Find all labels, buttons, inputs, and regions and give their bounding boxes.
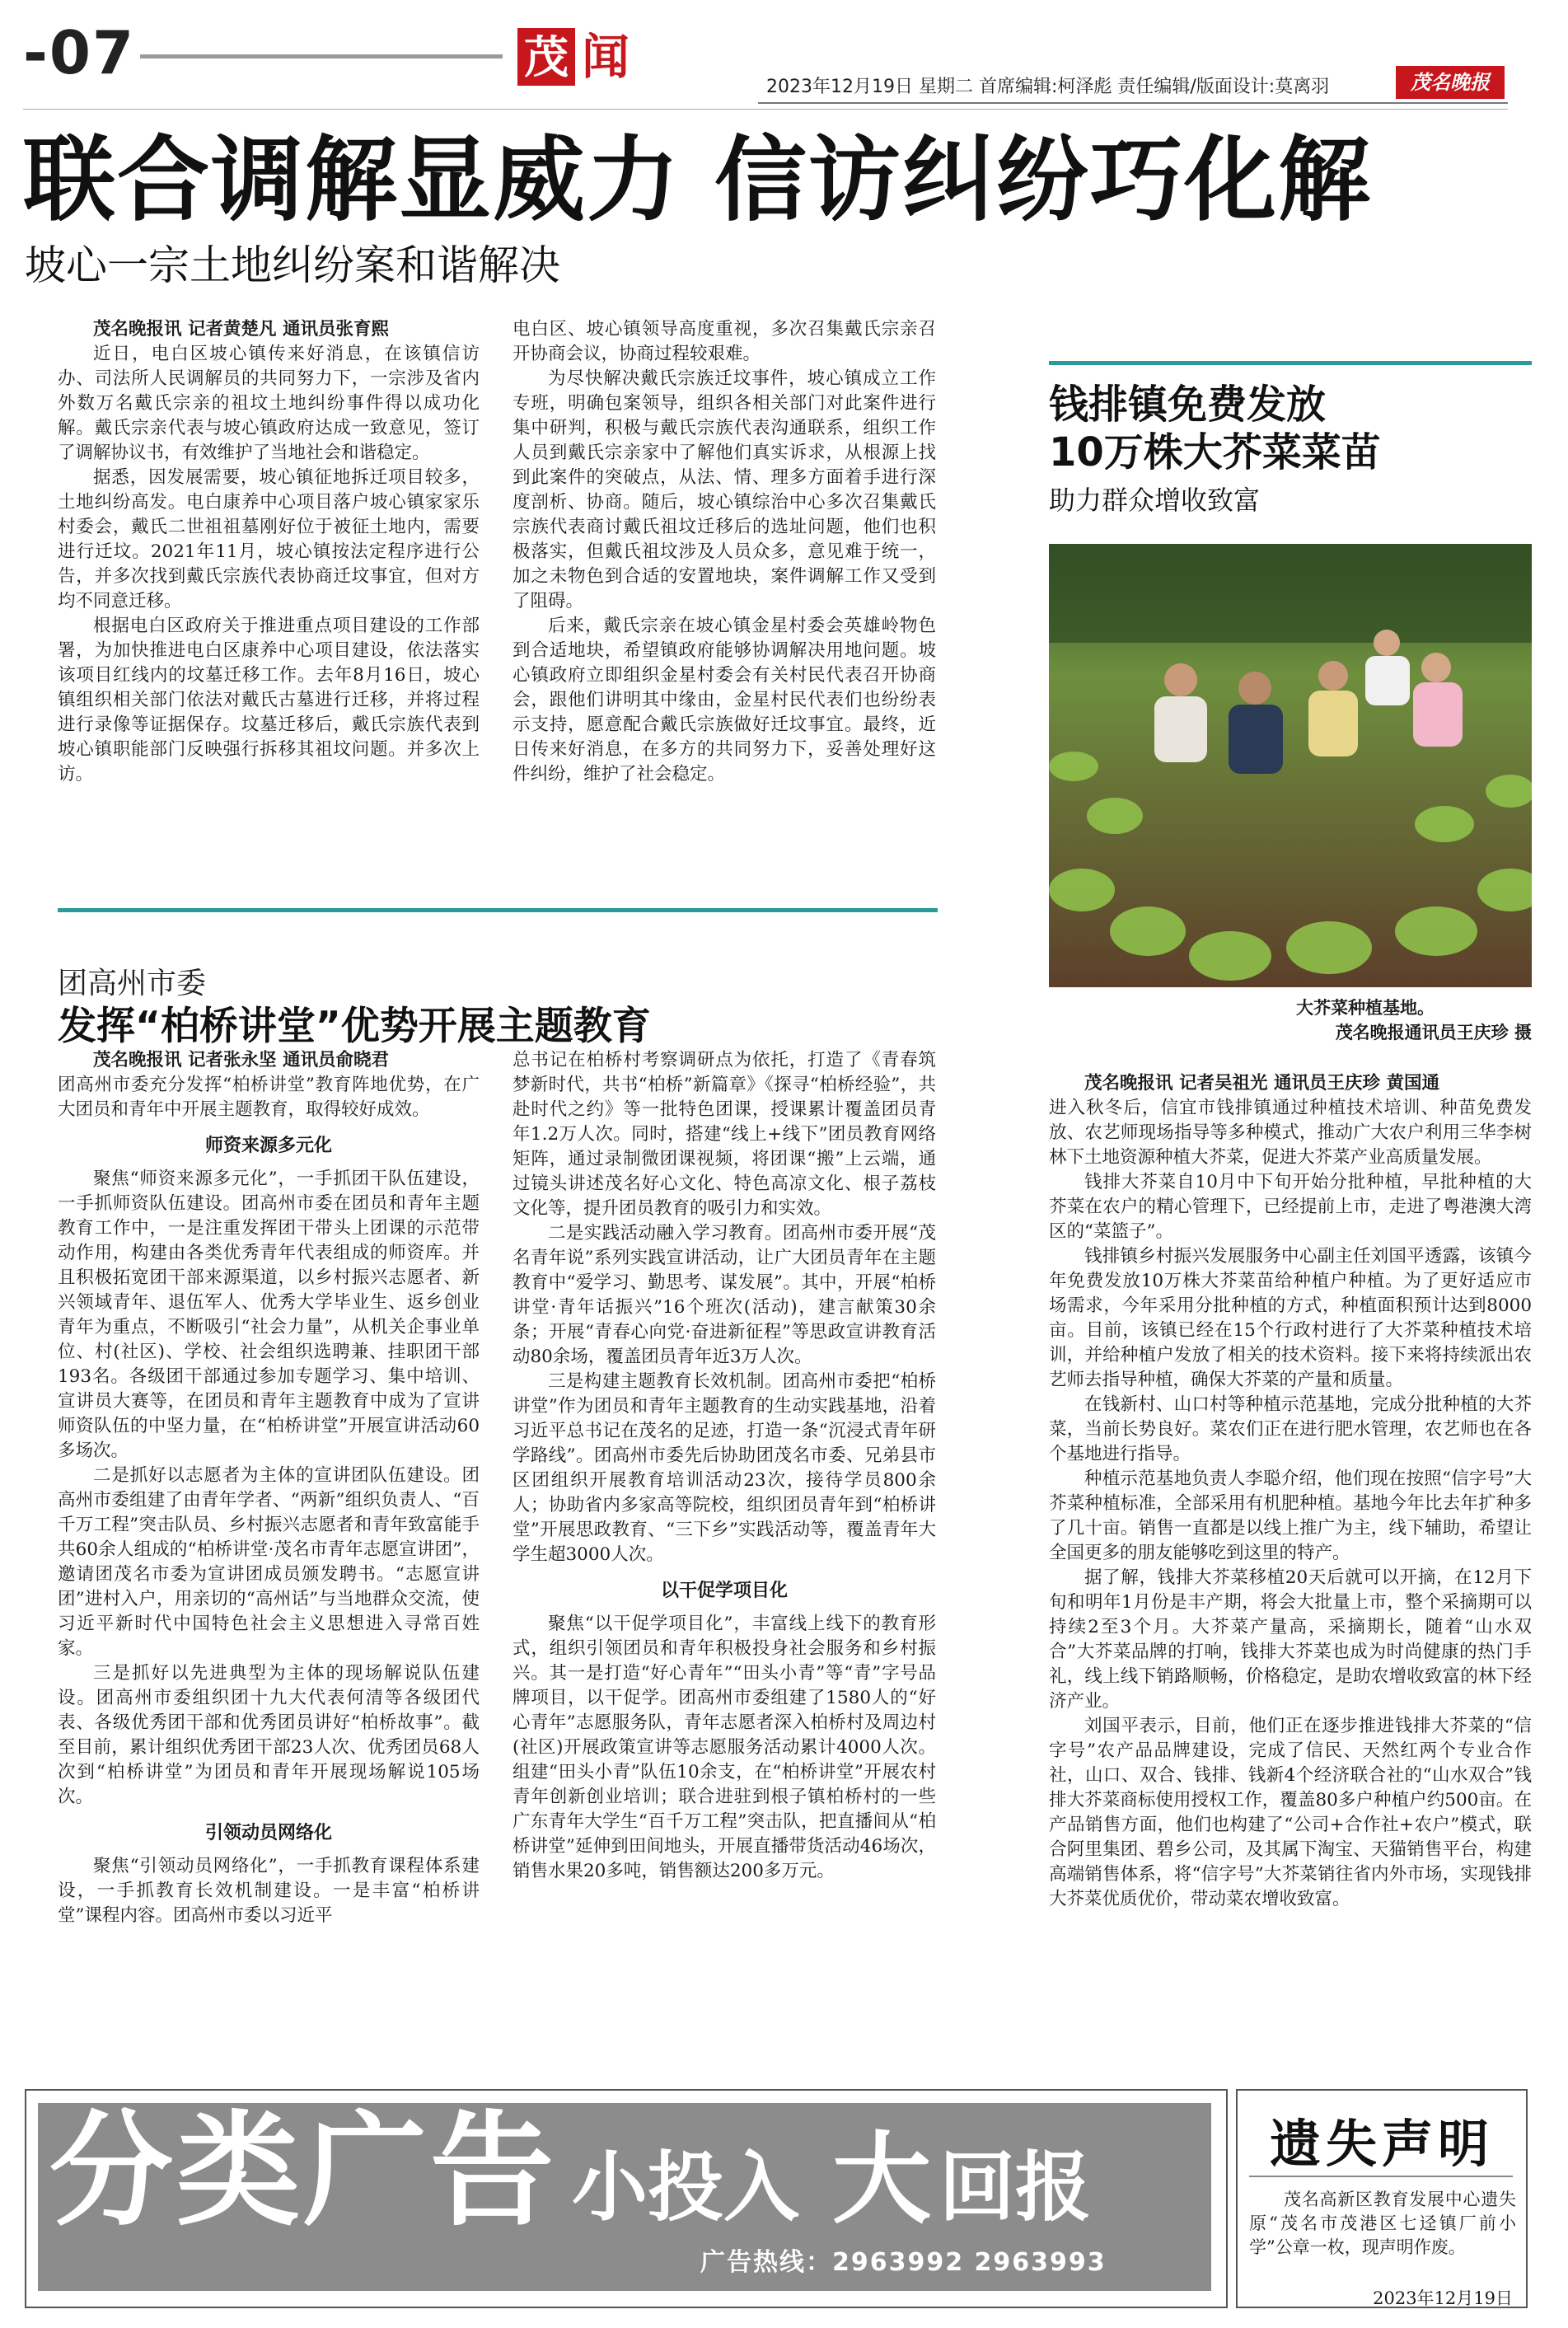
article3-paragraph: 刘国平表示，目前，他们正在逐步推进钱排大芥菜的“信字号”农产品品牌建设，完成了信民、天然红两个专业合作社，山口、双合、钱排、钱新4个经济联合社的“山水双合”钱排大芥菜商标使用授权工作，覆盖80多户种植户约500亩。在产品销售方面，他们也构建了“公司+合作社+农户”模式，联合阿里集团、碧乡公司，及其属下淘宝、天猫销售平台，构建高端销售体系，将“信字号”大芥菜销往省内外市场，实现钱排大芥菜优质优价，带动菜农增收致富。 xyxy=(1049,1716,1532,1909)
article2-subheading: 引领动员网络化 xyxy=(204,1823,332,1843)
article2-column-1 xyxy=(58,1048,480,1928)
article2-kicker: 团高州市委 xyxy=(58,967,207,1000)
header-divider xyxy=(758,102,1508,104)
section-badge xyxy=(517,20,649,99)
newspaper-logo: 茂名晚报 xyxy=(1396,66,1505,99)
field-photo-illustration xyxy=(1049,544,1532,987)
article2-title: 发挥“柏桥讲堂”优势开展主题教育 xyxy=(58,1004,651,1049)
classified-ad-slogan xyxy=(49,2100,1092,2243)
ad-slogan-part-2: 小投入 xyxy=(572,2143,800,2232)
photo-caption-line-1: 大芥菜种植基地。 xyxy=(1296,998,1435,1018)
article1-paragraph: 后来，戴氏宗亲在坡心镇金星村委会英雄岭物色到合适地块，希望镇政府能够协调解决用地问题。坡心镇政府立即组织金星村委会有关村民代表召开协商会，跟他们讲明其中缘由，金星村民代表们也纷纷表示支持，愿意配合戴氏宗族做好迁坟事宜。最终，近日传来好消息，在多方的共同努力下，妥善处理好这件纠纷，维护了社会稳定。 xyxy=(513,616,936,785)
lost-notice-title: 遗失声明 xyxy=(1269,2114,1494,2174)
lost-notice-body: 茂名高新区教育发展中心遗失原“茂名市茂港区七迳镇厂前小学”公章一枚，现声明作废。 xyxy=(1249,2190,1516,2257)
article2-paragraph: 聚焦“引领动员网络化”，一手抓教育课程体系建设，一手抓教育长效机制建设。一是丰富“柏桥讲堂”课程内容。团高州市委以习近平 xyxy=(58,1856,480,1926)
article2-column-2 xyxy=(513,1048,936,1884)
article3-title-line-1: 钱排镇免费发放 xyxy=(1049,382,1327,428)
article2-paragraph: 聚焦“师资来源多元化”，一手抓团干队伍建设，一手抓师资队伍建设。团高州市委在团员和青年主题教育工作中，一是注重发挥团干带头上团课的示范带动作用，构建由各类优秀青年代表组成的师资库。并且积极拓宽团干部来源渠道，以乡村振兴志愿者、新兴领域青年、退伍军人、优秀大学毕业生、返乡创业青年为重点，不断吸引“社会力量”，从机关企事业单位、村(社区)、学校、社会组织选聘兼、挂职团干部193名。各级团干部通过参加专题学习、集中培训、宣讲员大赛等，在团员和青年主题教育中成为了宣讲师资队伍的中坚力量，在“柏桥讲堂”开展宣讲活动60多场次。 xyxy=(58,1169,480,1461)
article3-paragraph: 据了解，钱排大芥菜移植20天后就可以开摘，在12月下旬和明年1月份是丰产期，将会大批量上市，整个采摘期可以持续2至3个月。大芥菜产量高，采摘期长，随着“山水双合”大芥菜品牌的打响，钱排大芥菜也成为时尚健康的热门手礼，线上线下销路顺畅，价格稳定，是助农增收致富的林下经济产业。 xyxy=(1049,1567,1532,1712)
main-subhead: 坡心一宗土地纠纷案和谐解决 xyxy=(25,241,560,289)
article1-paragraph: 为尽快解决戴氏宗族迁坟事件，坡心镇成立工作专班，明确包案领导，组织各相关部门对此案件进行集中研判，积极与戴氏宗族代表沟通联系，组织工作人员到戴氏宗亲家中了解他们真实诉求，从根源上找到此案件的突破点，从法、情、理多方面着手进行深度剖析、协商。随后，坡心镇综治中心多次召集戴氏宗族代表商讨戴氏祖坟迁移后的选址问题，他们也积极落实，但戴氏祖坟涉及人员众多，意见难于统一，加之未物色到合适的安置地块，案件调解工作又受到了阻碍。 xyxy=(513,368,936,611)
dateline: 2023年12月19日 星期二 首席编辑:柯泽彪 责任编辑/版面设计:莫离羽 xyxy=(766,77,1330,97)
article2-intro: 团高州市委充分发挥“柏桥讲堂”教育阵地优势，在广大团员和青年中开展主题教育，取得较好成效。 xyxy=(58,1075,480,1120)
article1-paragraph: 据悉，因发展需要，坡心镇征地拆迁项目较多，土地纠纷高发。电白康养中心项目落户坡心镇家家乐村委会，戴氏二世祖祖墓刚好位于被征土地内，需要进行迁坟。2021年11月，坡心镇按法定程序进行公告，并多次找到戴氏宗族代表协商迁坟事宜，但对方均不同意迁移。 xyxy=(58,467,480,611)
header-divider-thin xyxy=(23,109,1508,110)
article-divider xyxy=(58,908,938,912)
article3-subtitle: 助力群众增收致富 xyxy=(1049,485,1261,516)
article1-byline: 茂名晚报讯 记者黄楚凡 通讯员张育熙 xyxy=(93,319,389,340)
article2-paragraph: 总书记在柏桥村考察调研点为依托，打造了《青春筑梦新时代，共书“柏桥”新篇章》《探寻“柏桥经验”，共赴时代之约》等一批特色团课，授课累计覆盖团员青年1.2万人次。同时，搭建“线上+线下”团员教育网络矩阵，通过录制微团课视频，将团课“搬”上云端，通过镜头讲述茂名好心文化、特色高凉文化、根子荔枝文化等，提升团员教育的吸引力和实效。 xyxy=(513,1050,936,1219)
article1-column-1 xyxy=(58,317,480,787)
article3-paragraph: 钱排大芥菜自10月中下旬开始分批种植，早批种植的大芥菜在农户的精心管理下，已经提前上市，走进了粤港澳大湾区的“菜篮子”。 xyxy=(1049,1172,1532,1242)
article3-title-line-2: 10万株大芥菜菜苗 xyxy=(1049,429,1381,475)
article3-title xyxy=(1049,381,1381,476)
ad-slogan-part-3: 大 xyxy=(832,2123,932,2237)
article1-paragraph: 电白区、坡心镇领导高度重视，多次召集戴氏宗亲召开协商会议，协商过程较艰难。 xyxy=(513,319,936,364)
article1-paragraph: 近日，电白区坡心镇传来好消息，在该镇信访办、司法所人民调解员的共同努力下，一宗涉及省内外数万名戴氏宗亲的祖坟土地纠纷事件得以成功化解。戴氏宗亲代表与坡心镇政府达成一致意见，签订了调解协议书，有效维护了当地社会和谐稳定。 xyxy=(58,344,480,463)
notice-divider xyxy=(1249,2176,1513,2177)
header-rule xyxy=(140,54,503,59)
article2-byline: 茂名晚报讯 记者张永坚 通讯员俞晓君 xyxy=(93,1050,389,1070)
lost-notice-date: 2023年12月19日 xyxy=(1373,2288,1513,2308)
section-char-2: 闻 xyxy=(582,29,630,85)
article2-subheading: 师资来源多元化 xyxy=(204,1136,332,1156)
article3-body xyxy=(1049,1071,1532,1912)
article2-subheading: 以干促学项目化 xyxy=(660,1581,788,1601)
main-headline: 联合调解显威力 信访纠纷巧化解 xyxy=(23,127,1372,234)
article3-byline: 茂名晚报讯 记者吴祖光 通讯员王庆珍 黄国通 xyxy=(1084,1073,1439,1094)
article2-paragraph: 二是抓好以志愿者为主体的宣讲团队伍建设。团高州市委组建了由青年学者、“两新”组织负责人、“百千万工程”突击队员、乡村振兴志愿者和青年致富能手共60余人组成的“柏桥讲堂·茂名市青年志愿宣讲团”，邀请团茂名市委为宣讲团成员颁发聘书。“志愿宣讲团”进村入户，用亲切的“高州话”与当地群众交流，使习近平新时代中国特色社会主义思想进入寻常百姓家。 xyxy=(58,1465,480,1659)
article2-paragraph: 三是抓好以先进典型为主体的现场解说队伍建设。团高州市委组织团十九大代表何清等各级团代表、各级优秀团干部和优秀团员讲好“柏桥故事”。截至目前，累计组织优秀团干部23人次、优秀团员68人次到“柏桥讲堂”为团员和青年开展现场解说105场次。 xyxy=(58,1663,480,1807)
article3-paragraph: 种植示范基地负责人李聪介绍，他们现在按照“信字号”大芥菜种植标准，全部采用有机肥种植。基地今年比去年扩种多了几十亩。销售一直都是以线上推广为主，线下辅助，希望让全国更多的朋友能够吃到这里的特产。 xyxy=(1049,1468,1532,1563)
article3-top-rule xyxy=(1049,361,1532,365)
article2-paragraph: 三是构建主题教育长效机制。团高州市委把“柏桥讲堂”作为团员和青年主题教育的生动实践基地，沿着习近平总书记在茂名的足迹，打造一条“沉浸式青年研学路线”。团高州市委先后协助团茂名市委、兄弟县市区团组织开展教育培训活动23次，接待学员800余人；协助省内多家高等院校，组织团员青年到“柏桥讲堂”开展思政教育、“三下乡”实践活动等，覆盖青年大学生超3000人次。 xyxy=(513,1371,936,1565)
page-number: -07 xyxy=(23,18,136,87)
article3-paragraph: 在钱新村、山口村等种植示范基地，完成分批种植的大芥菜，当前长势良好。菜农们正在进行肥水管理，农艺师也在各个基地进行指导。 xyxy=(1049,1394,1532,1464)
photo-caption xyxy=(1049,995,1532,1045)
article1-paragraph: 根据电白区政府关于推进重点项目建设的工作部署，为加快推进电白区康养中心项目建设，依法落实该项目红线内的坟墓迁移工作。去年8月16日，坡心镇组织相关部门依法对戴氏古墓进行迁移，并将过程进行录像等证据保存。坟墓迁移后，戴氏宗族代表到坡心镇职能部门反映强行拆移其祖坟问题。并多次上访。 xyxy=(58,616,480,785)
vegetable-field-photo xyxy=(1049,544,1532,987)
ad-hotline: 广告热线：2963992 2963993 xyxy=(700,2248,1107,2277)
article1-column-2 xyxy=(513,317,936,787)
photo-caption-credit: 茂名晚报通讯员王庆珍 摄 xyxy=(1335,1023,1532,1042)
ad-slogan-part-1: 分类广告 xyxy=(49,2100,558,2243)
ad-slogan-part-4: 回报 xyxy=(939,2143,1092,2232)
article3-paragraph: 进入秋冬后，信宜市钱排镇通过种植技术培训、种苗免费发放、农艺师现场指导等多种模式，推动广大农户利用三华李树林下土地资源种植大芥菜，促进大芥菜产业高质量发展。 xyxy=(1049,1098,1532,1168)
article2-paragraph: 二是实践活动融入学习教育。团高州市委开展“茂名青年说”系列实践宣讲活动，让广大团员青年在主题教育中“爱学习、勤思考、谋发展”。其中，开展“柏桥讲堂·青年话振兴”16个班次(活动)，建言献策30余条；开展“青春心向党·奋进新征程”等思政宣讲教育活动80余场，覆盖团员青年近3万人次。 xyxy=(513,1223,936,1367)
section-char-1: 茂 xyxy=(517,28,575,86)
article2-paragraph: 聚焦“以干促学项目化”，丰富线上线下的教育形式，组织引领团员和青年积极投身社会服务和乡村振兴。其一是打造“好心青年”“田头小青”等“青”字号品牌项目，以干促学。团高州市委组建了1580人的“好心青年”志愿服务队，青年志愿者深入柏桥村及周边村(社区)开展政策宣讲等志愿服务活动累计4000人次。组建“田头小青”队伍10余支，在“柏桥讲堂”开展农村青年创新创业培训；联合进驻到根子镇柏桥村的一些广东青年大学生“百千万工程”突击队，把直播间从“柏桥讲堂”延伸到田间地头，开展直播带货活动46场次，销售水果20多吨，销售额达200多万元。 xyxy=(513,1614,936,1881)
article3-paragraph: 钱排镇乡村振兴发展服务中心副主任刘国平透露，该镇今年免费发放10万株大芥菜苗给种植户种植。为了更好适应市场需求，今年采用分批种植的方式，种植面积预计达到8000亩。目前，该镇已经在15个行政村进行了大芥菜种植技术培训，并给种植户发放了相关的技术资料。接下来将持续派出农艺师去指导种植，确保大芥菜的产量和质量。 xyxy=(1049,1246,1532,1390)
